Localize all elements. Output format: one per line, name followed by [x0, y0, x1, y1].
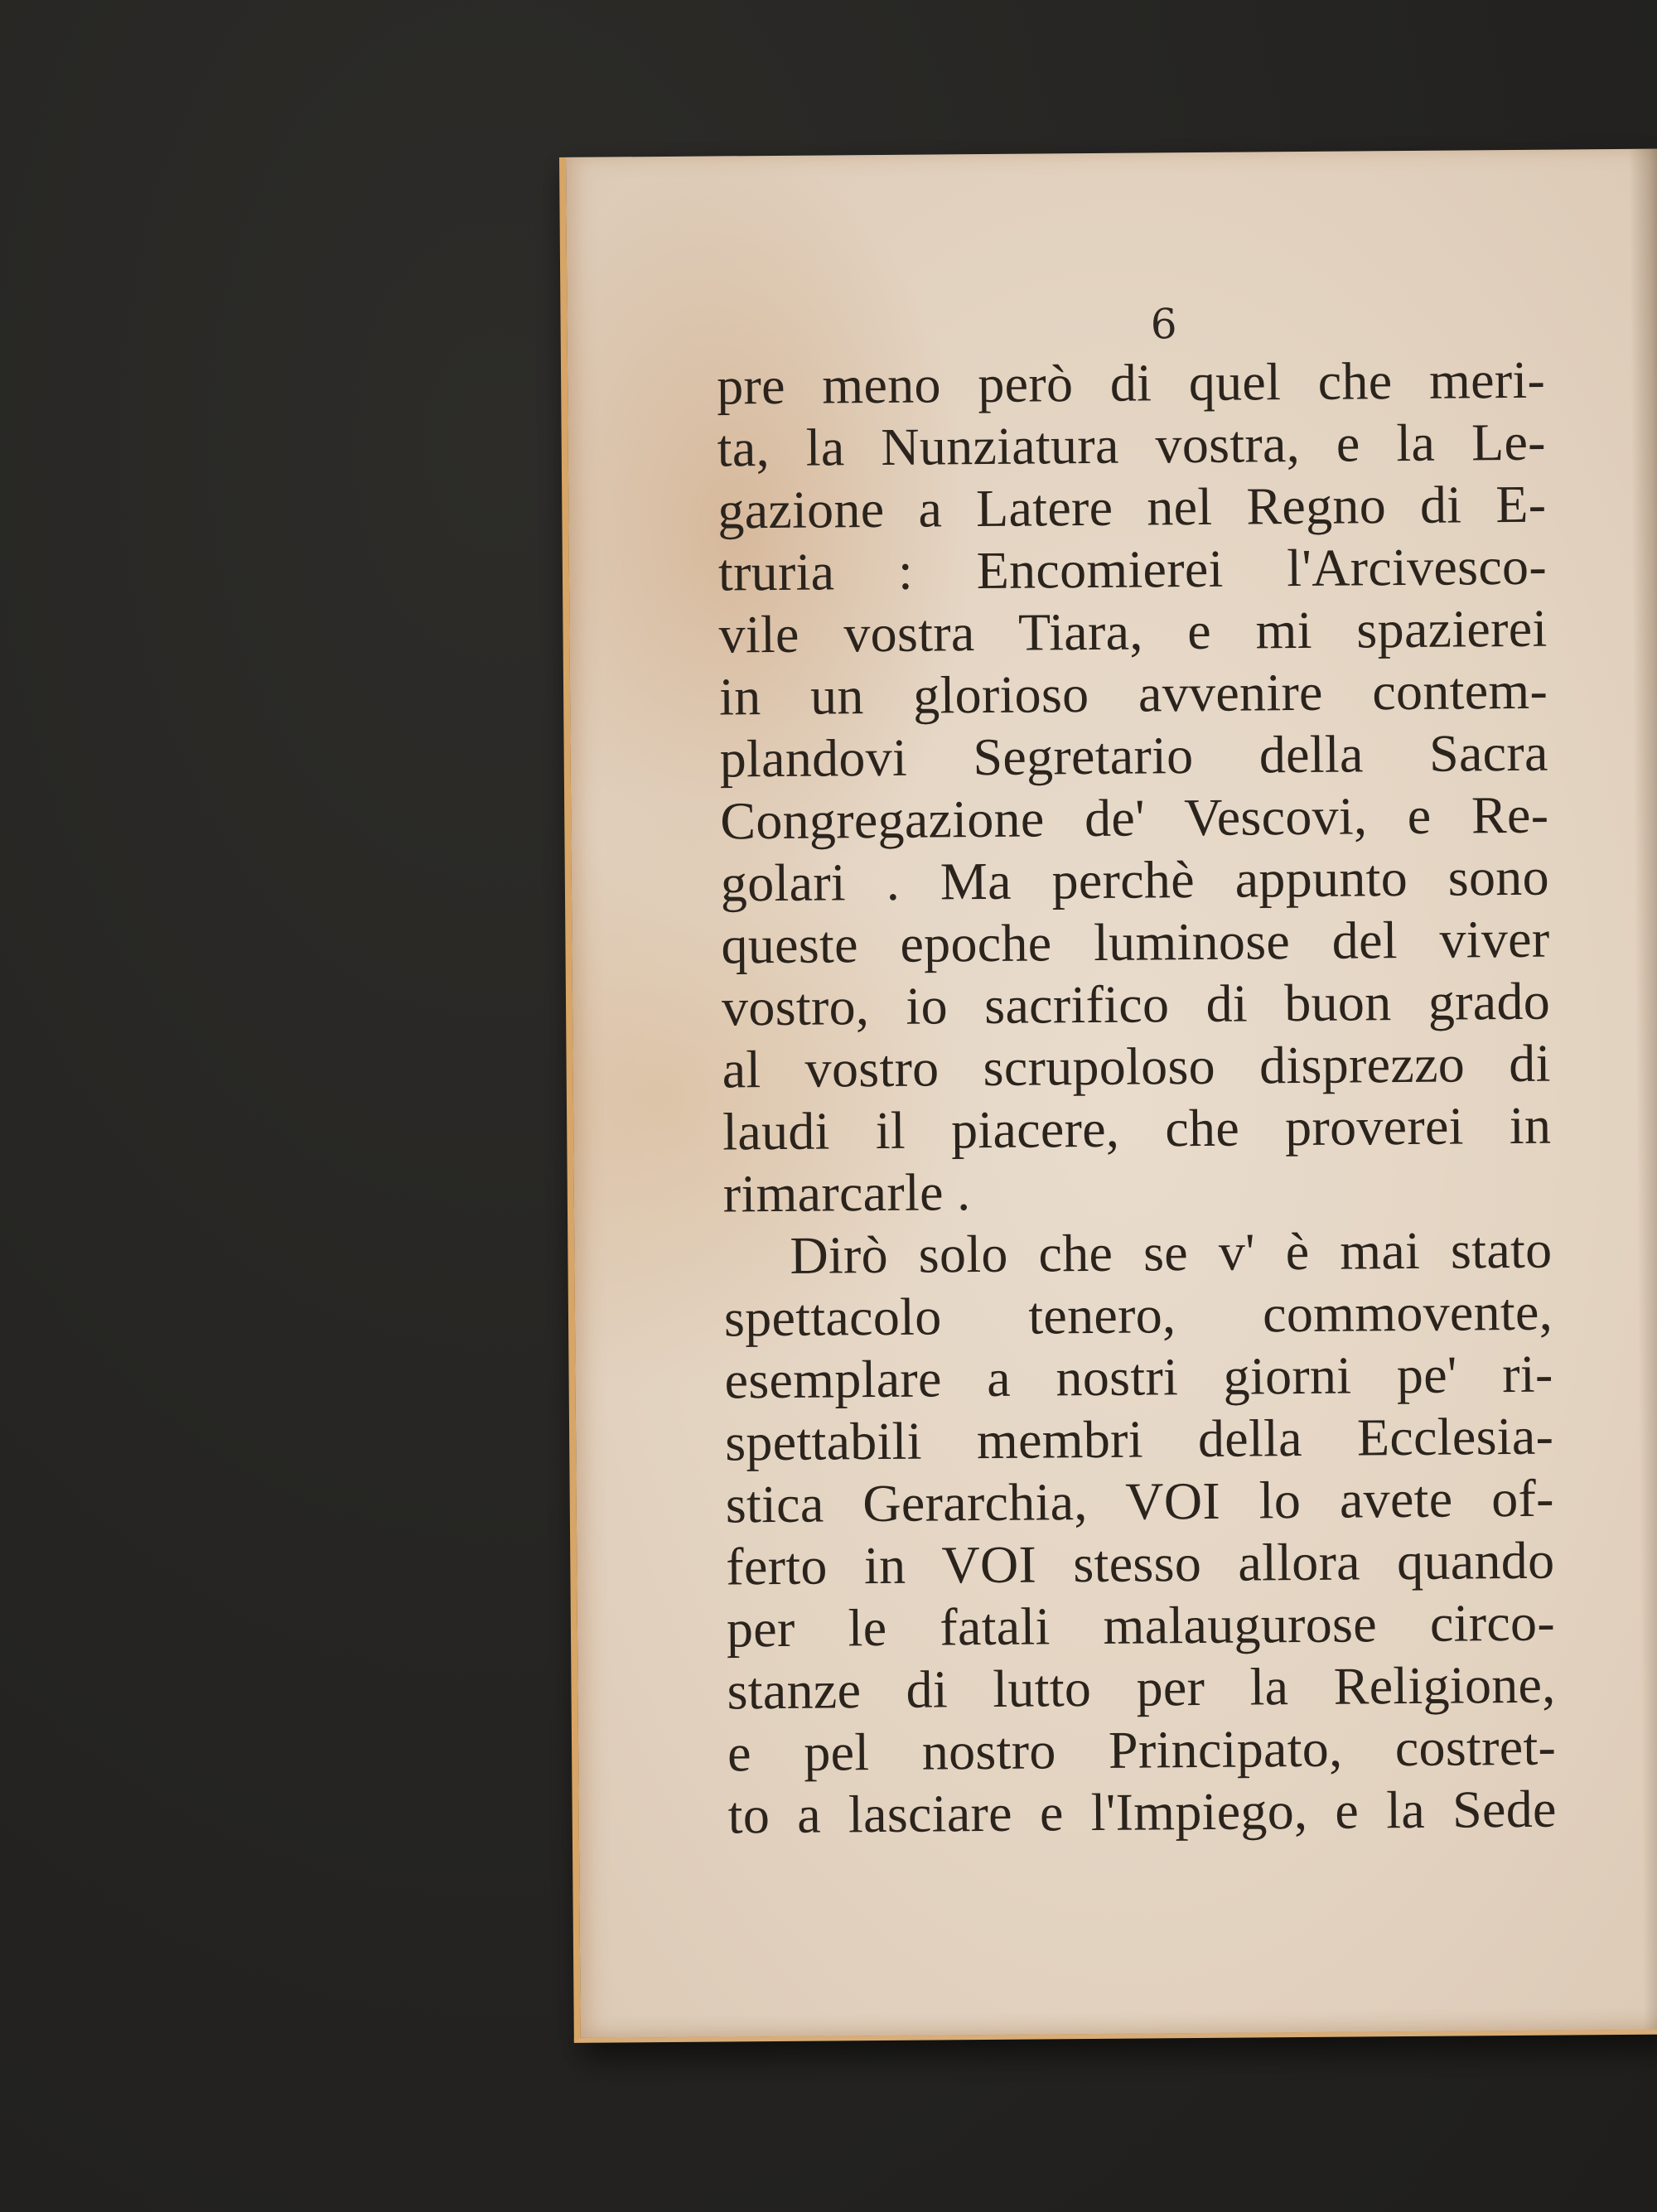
text-line: to a lasciare e l'Impiego, e la Sede [727, 1779, 1557, 1845]
text-line: spettacolo tenero, commovente, [723, 1282, 1553, 1348]
text-line: laudi il piacere, che proverei in [722, 1095, 1552, 1162]
text-line: plandovi Segretario della Sacra [719, 722, 1548, 789]
text-line: e pel nostro Principato, costret- [727, 1717, 1557, 1783]
text-line: rimarcarle . [722, 1162, 971, 1224]
text-line: in un glorioso avvenire contem- [718, 660, 1548, 727]
text-line: esemplare a nostri giorni pe' ri- [724, 1344, 1553, 1410]
text-line: Congregazione de' Vescovi, e Re- [720, 785, 1549, 851]
body-text [717, 349, 1557, 1847]
text-line: stica Gerarchia, VOI lo avete of- [725, 1468, 1555, 1534]
text-line: stanze di lutto per la Religione, [727, 1654, 1556, 1721]
text-line: truria : Encomierei l'Arcivesco- [717, 536, 1548, 602]
text-line: al vostro scrupoloso disprezzo di [722, 1033, 1551, 1099]
text-line: per le fatali malaugurose circo- [726, 1592, 1556, 1659]
page-gutter [1629, 149, 1657, 2030]
text-line: golari . Ma perchè appunto sono [720, 847, 1550, 913]
text-line: Dirò solo che se v' è mai stato [790, 1219, 1553, 1285]
text-line: ferto in VOI stesso allora quando [726, 1530, 1555, 1596]
text-line: queste epoche luminose del viver [721, 909, 1550, 975]
book-page [559, 149, 1657, 2043]
text-line: pre meno però di quel che meri- [716, 350, 1546, 416]
text-line: vile vostra Tiara, e mi spazierei [718, 598, 1548, 664]
text-line: spettabili membri della Ecclesia- [724, 1406, 1554, 1472]
text-line: vostro, io sacrifico di buon grado [721, 971, 1551, 1037]
text-line: gazione a Latere nel Regno di E- [717, 474, 1547, 540]
page-number: 6 [1150, 300, 1177, 349]
text-line: ta, la Nunziatura vostra, e la Le- [717, 412, 1547, 478]
